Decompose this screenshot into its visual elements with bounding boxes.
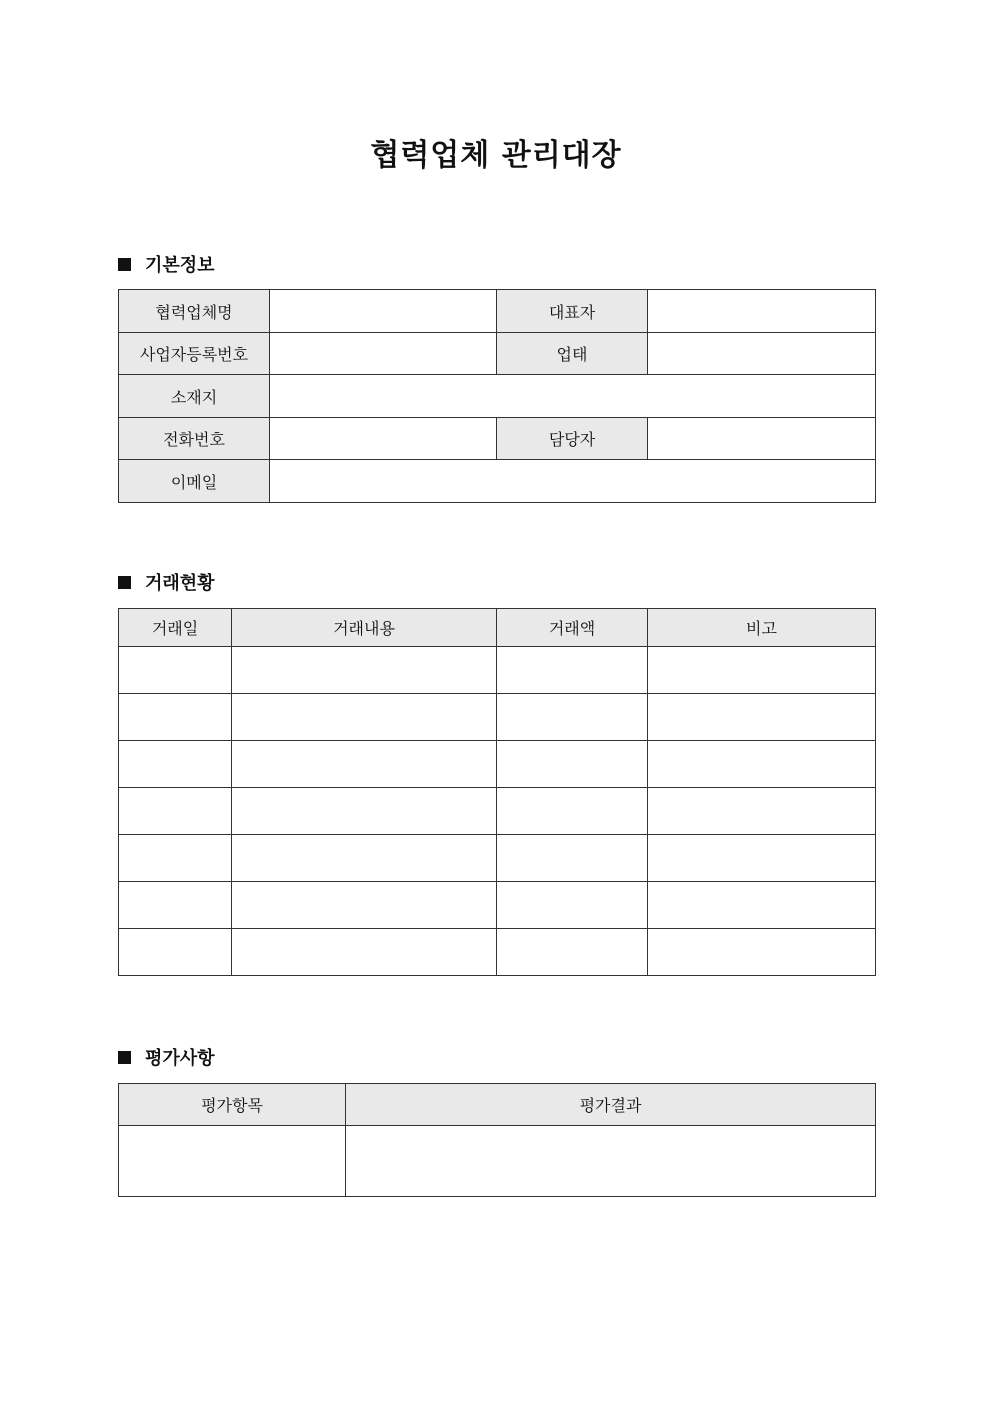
column-header-remarks: 비고: [648, 609, 876, 647]
transaction-date-field[interactable]: [119, 929, 232, 976]
transactions-heading: [118, 570, 215, 594]
basic-info-heading: [118, 252, 215, 276]
square-bullet-icon: [118, 1051, 131, 1064]
phone-field[interactable]: [270, 418, 497, 460]
transaction-details-field[interactable]: [232, 788, 497, 835]
transaction-row: [119, 929, 876, 976]
transaction-details-field[interactable]: [232, 882, 497, 929]
phone-label: 전화번호: [119, 418, 270, 460]
transaction-details-field[interactable]: [232, 741, 497, 788]
column-header-transaction-details: 거래내용: [232, 609, 497, 647]
transaction-row: [119, 647, 876, 694]
square-bullet-icon: [118, 258, 131, 271]
business-type-field[interactable]: [648, 333, 876, 375]
transaction-row: [119, 835, 876, 882]
remarks-field[interactable]: [648, 882, 876, 929]
transactions-heading-label: 거래현황: [145, 573, 215, 594]
document-title: 협력업체 관리대장: [370, 138, 622, 173]
transaction-details-field[interactable]: [232, 929, 497, 976]
transaction-amount-field[interactable]: [497, 694, 648, 741]
transactions-table: [118, 608, 876, 976]
transaction-amount-field[interactable]: [497, 741, 648, 788]
basic-info-row: [119, 375, 876, 418]
basic-info-row: [119, 418, 876, 460]
evaluation-row: [119, 1126, 876, 1197]
transaction-row: [119, 788, 876, 835]
remarks-field[interactable]: [648, 647, 876, 694]
remarks-field[interactable]: [648, 694, 876, 741]
business-reg-no-label: 사업자등록번호: [119, 333, 270, 375]
remarks-field[interactable]: [648, 835, 876, 882]
basic-info-row: [119, 333, 876, 375]
evaluation-heading: [118, 1045, 215, 1069]
remarks-field[interactable]: [648, 788, 876, 835]
company-name-label: 협력업체명: [119, 290, 270, 333]
transaction-amount-field[interactable]: [497, 882, 648, 929]
transaction-details-field[interactable]: [232, 694, 497, 741]
basic-info-heading-label: 기본정보: [145, 255, 215, 276]
company-name-field[interactable]: [270, 290, 497, 333]
transaction-details-field[interactable]: [232, 647, 497, 694]
evaluation-item-field[interactable]: [119, 1126, 346, 1197]
address-field[interactable]: [270, 375, 876, 418]
transaction-amount-field[interactable]: [497, 647, 648, 694]
remarks-field[interactable]: [648, 929, 876, 976]
transaction-row: [119, 741, 876, 788]
basic-info-row: [119, 460, 876, 503]
column-header-transaction-amount: 거래액: [497, 609, 648, 647]
square-bullet-icon: [118, 576, 131, 589]
transactions-header-row: [119, 609, 876, 647]
basic-info-row: [119, 290, 876, 333]
evaluation-header-row: [119, 1084, 876, 1126]
evaluation-table: [118, 1083, 876, 1197]
transaction-date-field[interactable]: [119, 835, 232, 882]
column-header-evaluation-result: 평가결과: [346, 1084, 876, 1126]
email-label: 이메일: [119, 460, 270, 503]
transaction-amount-field[interactable]: [497, 929, 648, 976]
transaction-date-field[interactable]: [119, 647, 232, 694]
email-field[interactable]: [270, 460, 876, 503]
transaction-amount-field[interactable]: [497, 835, 648, 882]
evaluation-result-field[interactable]: [346, 1126, 876, 1197]
transaction-date-field[interactable]: [119, 741, 232, 788]
transaction-row: [119, 882, 876, 929]
transaction-date-field[interactable]: [119, 788, 232, 835]
column-header-evaluation-item: 평가항목: [119, 1084, 346, 1126]
business-type-label: 업태: [497, 333, 648, 375]
business-reg-no-field[interactable]: [270, 333, 497, 375]
representative-field[interactable]: [648, 290, 876, 333]
transaction-date-field[interactable]: [119, 882, 232, 929]
representative-label: 대표자: [497, 290, 648, 333]
evaluation-heading-label: 평가사항: [145, 1048, 215, 1069]
transaction-row: [119, 694, 876, 741]
address-label: 소재지: [119, 375, 270, 418]
column-header-transaction-date: 거래일: [119, 609, 232, 647]
manager-label: 담당자: [497, 418, 648, 460]
transaction-amount-field[interactable]: [497, 788, 648, 835]
transactions-body: [119, 647, 876, 976]
transaction-date-field[interactable]: [119, 694, 232, 741]
transaction-details-field[interactable]: [232, 835, 497, 882]
basic-info-table: [118, 289, 876, 503]
manager-field[interactable]: [648, 418, 876, 460]
remarks-field[interactable]: [648, 741, 876, 788]
